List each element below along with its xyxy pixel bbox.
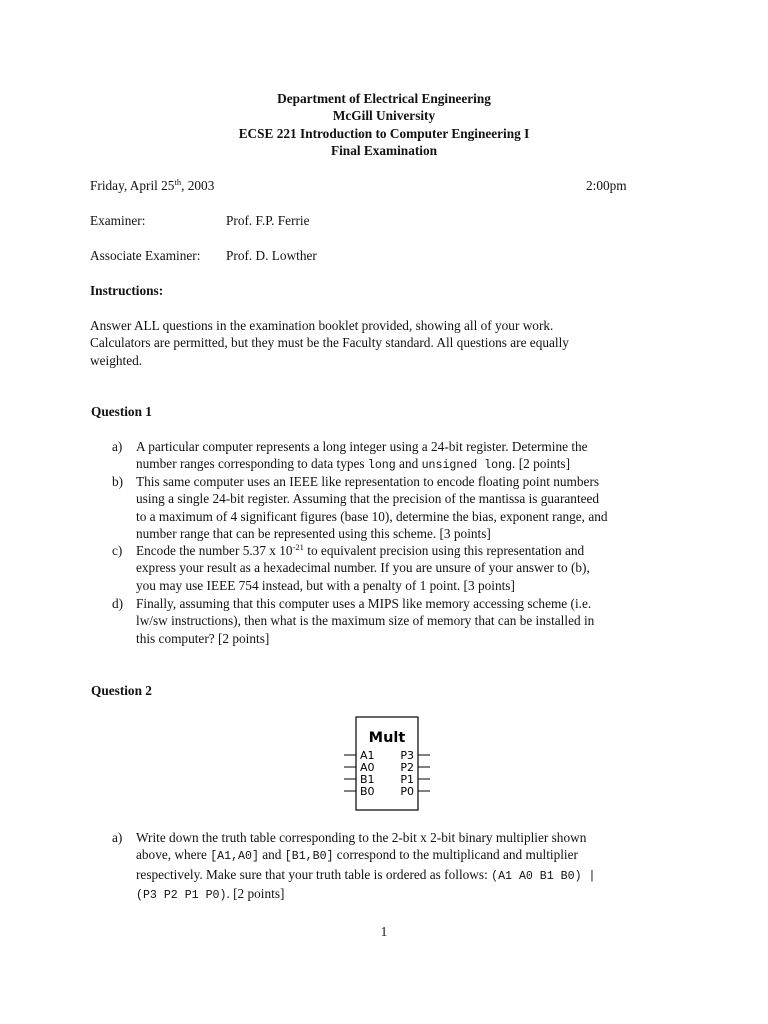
q2a-line-3-pre: respectively. Make sure that your truth table is ordered as follows: bbox=[136, 866, 492, 882]
university-heading: McGill University bbox=[332, 108, 436, 123]
q2a-line-2 bbox=[136, 846, 681, 865]
input-label-a1: A1 bbox=[360, 749, 375, 762]
input-label-a0: A0 bbox=[360, 761, 375, 774]
q2a-line-2-post: correspond to the multiplicand and multiplier bbox=[333, 847, 578, 863]
q1d-line-3: this computer? [2 points] bbox=[136, 630, 270, 646]
q1a-line-2 bbox=[136, 455, 681, 474]
code-output-order: (P3 P2 P1 P0) bbox=[136, 889, 227, 903]
q2a-line-4 bbox=[136, 885, 681, 904]
code-long: long bbox=[367, 459, 396, 473]
question-2-heading: Question 2 bbox=[91, 683, 152, 698]
code-a-operand: [A1,A0] bbox=[210, 850, 259, 864]
q1d-text bbox=[136, 595, 681, 647]
q1b-line-4: number range that can be represented using this scheme. [3 points] bbox=[136, 526, 491, 542]
multiplier-title: Mult bbox=[368, 730, 406, 746]
code-unsigned-long: unsigned long bbox=[421, 459, 513, 473]
q1d-line-2: lw/sw instructions), then what is the maximum size of memory that can be installed in bbox=[136, 613, 595, 629]
q1b-label: b) bbox=[112, 474, 124, 489]
instructions-line-1: Answer ALL questions in the examination booklet provided, showing all of your work. bbox=[90, 318, 554, 333]
q1d-label: d) bbox=[112, 596, 124, 611]
exponent-superscript: -21 bbox=[292, 542, 304, 552]
code-input-order: (A1 A0 B1 B0) | bbox=[491, 869, 596, 883]
q1a-line-2-pre: number ranges corresponding to data types bbox=[136, 456, 368, 472]
instructions-line-2: Calculators are permitted, but they must be the Faculty standard. All questions are equally bbox=[90, 335, 569, 350]
input-label-b1: B1 bbox=[360, 773, 375, 786]
q2a-line-4-post: . [2 points] bbox=[226, 886, 285, 902]
q2a-label: a) bbox=[112, 830, 123, 845]
q1a-text bbox=[136, 438, 681, 475]
q1b-line-1: This same computer uses an IEEE like representation to encode floating point numbers bbox=[136, 474, 600, 489]
course-heading: ECSE 221 Introduction to Computer Engineering I bbox=[238, 126, 530, 141]
q1c-line-2: express your result as a hexadecimal number. If you are unsure of your answer to (b), bbox=[136, 560, 590, 576]
exam-heading: Final Examination bbox=[330, 143, 438, 158]
examiner-label: Examiner: bbox=[90, 213, 146, 228]
associate-examiner-name: Prof. D. Lowther bbox=[226, 248, 317, 263]
q1b-line-3: to a maximum of 4 significant figures (base 10), determine the bias, exponent range, and bbox=[136, 508, 608, 524]
q2a-line-2-pre: above, where bbox=[136, 847, 211, 863]
associate-examiner-label: Associate Examiner: bbox=[90, 248, 201, 263]
q1a-line-2-mid: and bbox=[395, 456, 422, 472]
question-1-heading: Question 1 bbox=[91, 404, 152, 419]
output-label-p3: P3 bbox=[400, 749, 414, 762]
output-label-p1: P1 bbox=[400, 773, 414, 786]
q1c-text bbox=[136, 542, 681, 594]
q1c-line-1-pre: Encode the number 5.37 x 10 bbox=[136, 543, 293, 558]
page-number: 1 bbox=[380, 924, 388, 939]
q2a-line-2-mid: and bbox=[258, 847, 285, 863]
q2a-text bbox=[136, 829, 681, 905]
q1a-line-1: A particular computer represents a long integer using a 24-bit register. Determine the bbox=[136, 439, 588, 454]
q1b-text bbox=[136, 473, 681, 543]
date-suffix: th bbox=[174, 177, 182, 187]
q1a-label: a) bbox=[112, 439, 123, 454]
q1d-line-1: Finally, assuming that this computer uses a MIPS like memory accessing scheme (i.e. bbox=[136, 596, 592, 611]
code-b-operand: [B1,B0] bbox=[284, 850, 334, 864]
q1a-line-2-post: . [2 points] bbox=[512, 456, 571, 472]
exam-date bbox=[90, 177, 214, 194]
q1b-line-2: using a single 24-bit register. Assuming that the precision of the mantissa is guaranteed bbox=[136, 491, 600, 507]
input-label-b0: B0 bbox=[360, 785, 375, 798]
examiner-name: Prof. F.P. Ferrie bbox=[226, 213, 310, 228]
q1c-line-3: you may use IEEE 754 instead, but with a penalty of 1 point. [3 points] bbox=[136, 577, 515, 593]
date-prefix: Friday, April 25 bbox=[90, 178, 175, 193]
q1c-line-1 bbox=[136, 542, 681, 559]
instructions-line-3: weighted. bbox=[90, 353, 143, 368]
exam-time: 2:00pm bbox=[586, 178, 627, 193]
date-year: , 2003 bbox=[181, 178, 215, 193]
department-heading: Department of Electrical Engineering bbox=[277, 91, 491, 106]
q1c-line-1-post: to equivalent precision using this representation and bbox=[303, 543, 585, 558]
q2a-line-1: Write down the truth table corresponding to the 2-bit x 2-bit binary multiplier shown bbox=[136, 830, 587, 845]
instructions-heading: Instructions: bbox=[90, 283, 164, 298]
multiplier-block-svg bbox=[344, 716, 430, 812]
q2a-line-3 bbox=[136, 866, 681, 885]
multiplier-block-diagram bbox=[344, 716, 430, 812]
q1c-label: c) bbox=[112, 543, 123, 558]
output-label-p0: P0 bbox=[400, 785, 414, 798]
output-label-p2: P2 bbox=[400, 761, 414, 774]
